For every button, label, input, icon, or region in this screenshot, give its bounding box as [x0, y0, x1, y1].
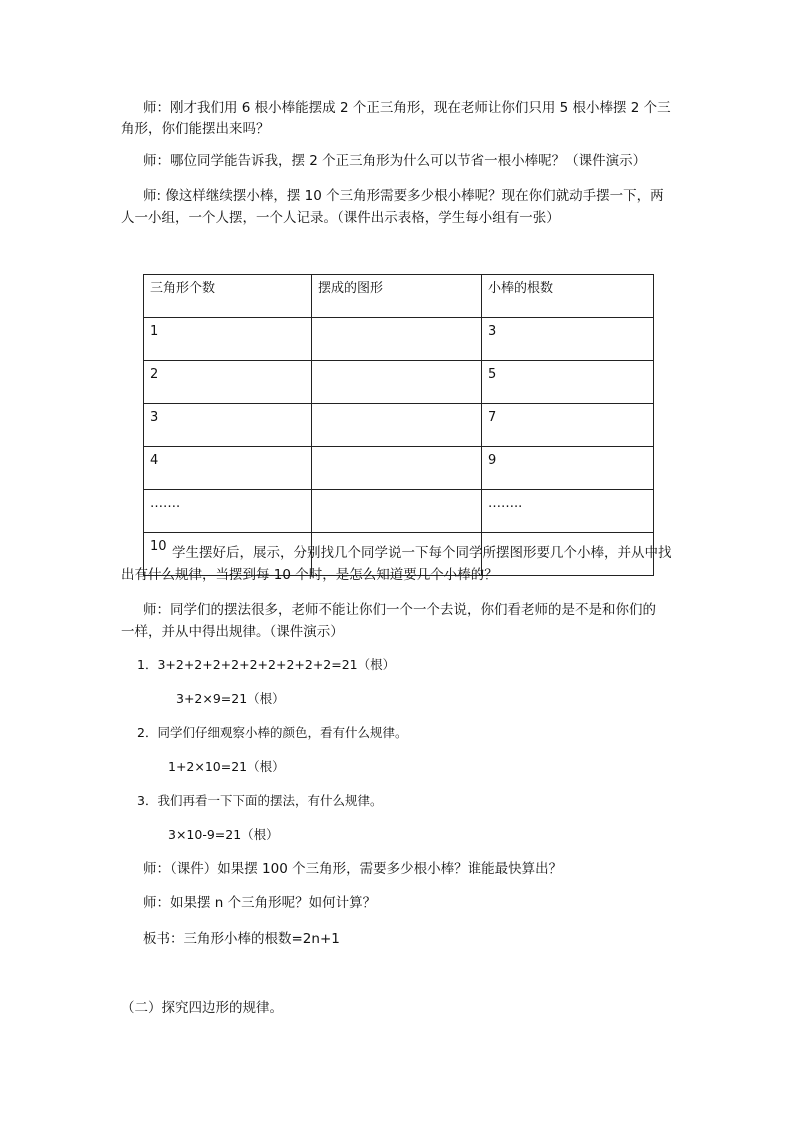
table-header-cell: 摆成的图形: [312, 275, 482, 318]
table-header-row: [144, 275, 654, 318]
table-header-cell: 三角形个数: [144, 275, 312, 318]
table-cell: 1: [144, 318, 312, 361]
blackboard-note: 板书：三角形小棒的根数=2n+1: [143, 931, 340, 947]
table-cell: 3: [144, 404, 312, 447]
table-cell: 3: [482, 318, 654, 361]
table-row: [144, 361, 654, 404]
paragraph-3-line-2: 人一小组，一个人摆，一个人记录。（课件出示表格，学生每小组有一张）: [121, 210, 560, 226]
table-cell: 2: [144, 361, 312, 404]
table-cell: [312, 447, 482, 490]
table-cell: …….: [144, 490, 312, 533]
table-row: [144, 404, 654, 447]
method-3: 3．我们再看一下下面的摆法，有什么规律。: [137, 793, 383, 808]
table-cell: 9: [482, 447, 654, 490]
paragraph-2: 师：哪位同学能告诉我，摆 2 个正三角形为什么可以节省一根小棒呢？（课件演示）: [143, 153, 647, 169]
table-cell: 5: [482, 361, 654, 404]
paragraph-5-line-2: 一样，并从中得出规律。（课件演示）: [121, 624, 344, 640]
method-1: 1．3+2+2+2+2+2+2+2+2+2=21（根）: [137, 657, 396, 672]
paragraph-4-line-2: 出有什么规律，当摆到每 10 个时，是怎么知道要几个小棒的？: [121, 567, 498, 583]
table-cell: 4: [144, 447, 312, 490]
paragraph-6: 师：（课件）如果摆 100 个三角形，需要多少根小棒？谁能最快算出？: [143, 861, 563, 877]
method-2-formula: 1+2×10=21（根）: [168, 759, 285, 774]
paragraph-7: 师：如果摆 n 个三角形呢？如何计算？: [143, 895, 377, 911]
table-cell: [312, 318, 482, 361]
table-row: [144, 447, 654, 490]
paragraph-1-line-2: 角形，你们能摆出来吗？: [121, 121, 270, 137]
paragraph-3-line-1: 师: 像这样继续摆小棒，摆 10 个三角形需要多少根小棒呢？现在你们就动手摆一下，两: [143, 188, 664, 204]
method-2: 2．同学们仔细观察小棒的颜色，看有什么规律。: [137, 725, 408, 740]
table-header-cell: 小棒的根数: [482, 275, 654, 318]
table-cell: [312, 361, 482, 404]
paragraph-5-line-1: 师：同学们的摆法很多，老师不能让你们一个一个去说，你们看老师的是不是和你们的: [143, 602, 656, 618]
method-3-formula: 3×10-9=21（根）: [168, 827, 279, 842]
table-cell: 7: [482, 404, 654, 447]
table-cell: [312, 490, 482, 533]
table-row: [144, 318, 654, 361]
table-row: [144, 490, 654, 533]
table-cell: [312, 404, 482, 447]
table-cell: 10: [144, 533, 312, 576]
paragraph-4-line-1: 学生摆好后，展示，分别找几个同学说一下每个同学所摆图形要几个小棒，并从中找: [172, 545, 672, 561]
stick-count-table: [143, 274, 654, 576]
method-1-formula: 3+2×9=21（根）: [176, 691, 285, 706]
paragraph-1-line-1: 师：刚才我们用 6 根小棒能摆成 2 个正三角形，现在老师让你们只用 5 根小棒摆 2 个三: [143, 100, 671, 116]
table-cell: ……..: [482, 490, 654, 533]
section-heading: （二）探究四边形的规律。: [121, 1000, 283, 1016]
